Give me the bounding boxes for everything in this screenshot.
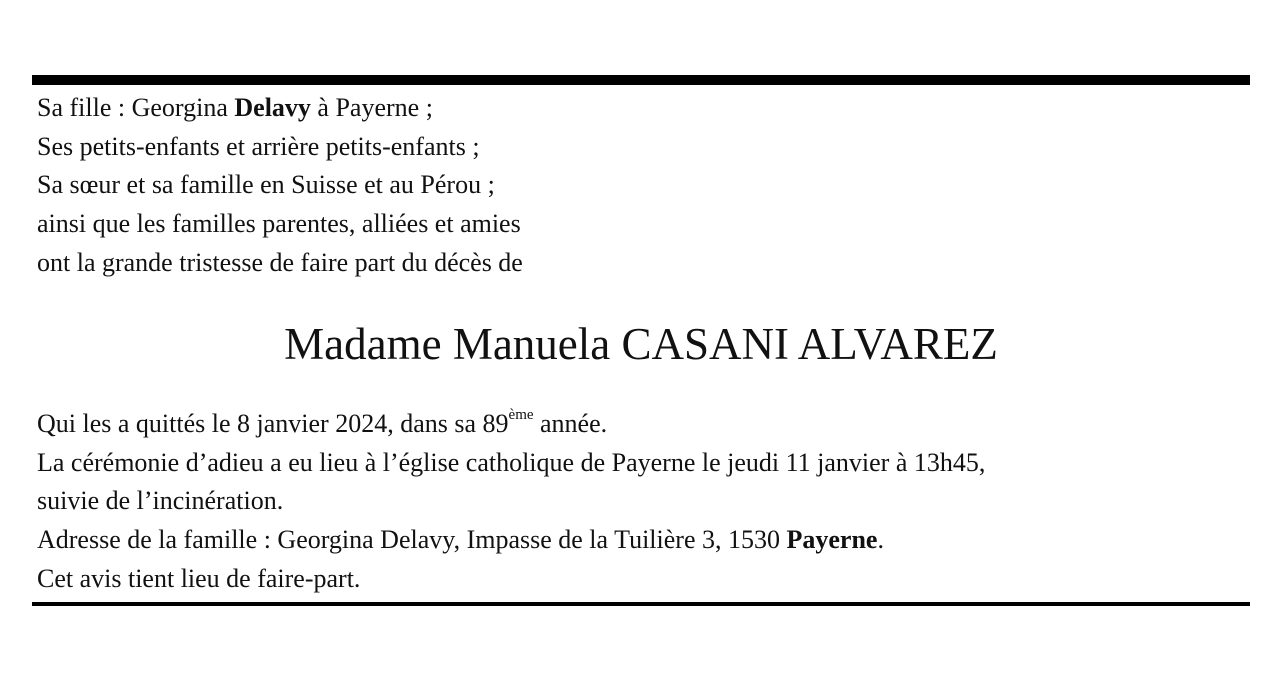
deceased-name: Madame Manuela CASANI ALVAREZ [284,319,998,369]
top-rule [32,75,1250,85]
announcement-line: ont la grande tristesse de faire part du décès de [37,247,523,277]
date-line: Qui les a quittés le 8 janvier 2024, dans sa 89ème année. [37,407,608,438]
daughter-surname: Delavy [234,93,311,122]
bottom-rule [32,602,1250,606]
family-announcement [37,89,523,283]
ceremony-details [37,405,985,599]
grandchildren-line: Ses petits-enfants et arrière petits-enfants ; [37,131,480,161]
daughter-line: Sa fille : Georgina Delavy à Payerne ; [37,93,433,122]
relatives-line: ainsi que les familles parentes, alliées et amies [37,209,521,239]
ordinal-suffix: ème [508,407,534,424]
address-line: Adresse de la famille : Georgina Delavy, Impasse de la Tuilière 3, 1530 Payerne. [37,525,884,555]
address-town: Payerne [786,525,878,555]
notice-line: Cet avis tient lieu de faire-part. [37,563,361,593]
sister-line: Sa sœur et sa famille en Suisse et au Pérou ; [37,170,495,200]
cremation-line: suivie de l’incinération. [37,486,284,516]
ceremony-line: La cérémonie d’adieu a eu lieu à l’église catholique de Payerne le jeudi 11 janvier à 13h45, [37,447,986,477]
